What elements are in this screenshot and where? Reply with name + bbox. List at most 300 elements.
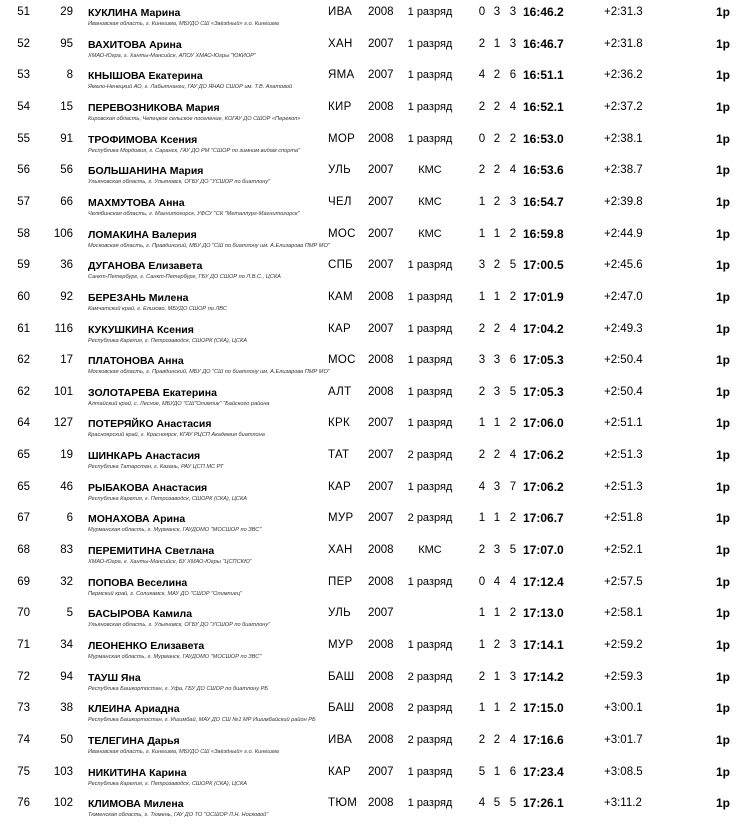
table-row xyxy=(0,728,750,760)
time-behind: +2:52.1 xyxy=(604,544,643,557)
time-behind: +2:49.3 xyxy=(604,322,643,335)
time-behind: +2:47.0 xyxy=(604,290,643,303)
rank-qualification: 1р xyxy=(716,5,731,19)
finish-time: 17:01.9 xyxy=(523,289,564,304)
penalty-total: 5 xyxy=(509,797,517,810)
athlete-name: БАСЫРОВА Камила xyxy=(88,608,193,621)
table-row xyxy=(0,475,750,507)
rank-qualification: 1р xyxy=(716,258,731,273)
rank-qualification: 1р xyxy=(716,321,731,336)
finish-time: 17:00.5 xyxy=(523,258,564,273)
finish-time: 16:54.7 xyxy=(523,194,564,209)
rank-cell: 72 xyxy=(17,670,30,683)
rank-qualification: 1р xyxy=(716,479,731,494)
organization: Кировская область, Чепецкое сельское поселение, КОГАУ ДО СШОР «Перекоп» xyxy=(88,115,301,122)
table-row xyxy=(0,570,750,602)
rank-cell: 71 xyxy=(17,639,30,651)
finish-time: 16:59.8 xyxy=(523,226,564,241)
penalty-total: 3 xyxy=(509,195,517,208)
penalty-prone: 4 xyxy=(478,797,486,810)
organization: Ивановская область, г. Кинешма, МБУДО СШ «Звёздный» г.о. Кинешма xyxy=(88,748,279,755)
rank-qualification: 1р xyxy=(716,543,731,558)
penalty-prone: 2 xyxy=(478,164,486,177)
penalty-total: 4 xyxy=(509,322,517,335)
sport-category: 1 разряд xyxy=(407,290,453,303)
time-behind: +2:57.5 xyxy=(604,575,643,588)
birth-year: 2008 xyxy=(368,544,394,557)
rank-cell: 56 xyxy=(17,164,30,177)
penalty-total: 5 xyxy=(509,385,517,398)
table-row xyxy=(0,506,750,538)
finish-time: 17:05.3 xyxy=(523,384,564,399)
birth-year: 2007 xyxy=(368,765,394,778)
sport-category: 1 разряд xyxy=(407,417,453,430)
rank-qualification: 1р xyxy=(716,36,731,51)
birth-year: 2007 xyxy=(368,227,394,240)
bib-cell: 29 xyxy=(60,6,73,18)
sport-category: 1 разряд xyxy=(407,37,453,50)
penalty-prone: 3 xyxy=(478,354,486,367)
organization: Ивановская область, г. Кинешма, МБУДО СШ «Звёздный» г.о. Кинешма xyxy=(88,21,279,27)
finish-time: 17:06.2 xyxy=(523,448,564,463)
organization: Мурманская область, г. Мурманск, ГАУДОМО "МОСШОР по ЗВС" xyxy=(88,527,262,534)
rank-cell: 57 xyxy=(17,195,30,208)
finish-time: 16:52.1 xyxy=(523,99,564,114)
athlete-name: ДУГАНОВА Елизавета xyxy=(88,260,203,273)
penalty-standing: 2 xyxy=(493,164,501,177)
athlete-name: ТЕЛЕГИНА Дарья xyxy=(88,734,180,747)
organization: Республика Мордовия, г. Саранск, ГАУ ДО РМ "СШОР по зимним видам спорта" xyxy=(88,147,301,154)
table-row xyxy=(0,696,750,728)
table-row xyxy=(0,95,750,127)
region-code: МОС xyxy=(328,227,356,240)
athlete-name: ТАУШ Яна xyxy=(88,671,141,684)
sport-category: 1 разряд xyxy=(407,259,453,272)
penalty-total: 2 xyxy=(509,607,517,620)
rank-qualification: 1р xyxy=(716,638,731,652)
penalty-prone: 2 xyxy=(478,385,486,398)
region-code: ЧЕЛ xyxy=(328,195,352,208)
finish-time: 16:46.2 xyxy=(523,5,564,19)
table-row xyxy=(0,791,750,823)
sport-category: 1 разряд xyxy=(407,6,453,18)
penalty-standing: 2 xyxy=(493,733,501,746)
rank-cell: 52 xyxy=(17,37,30,50)
birth-year: 2008 xyxy=(368,354,394,367)
bib-cell: 32 xyxy=(60,575,73,588)
sport-category: 2 разряд xyxy=(407,702,453,715)
rank-qualification: 1р xyxy=(716,289,731,304)
athlete-name: КНЫШОВА Екатерина xyxy=(88,70,203,83)
penalty-total: 2 xyxy=(509,290,517,303)
penalty-total: 2 xyxy=(509,702,517,715)
athlete-name: ПЛАТОНОВА Анна xyxy=(88,355,184,368)
athlete-name: ТРОФИМОВА Ксения xyxy=(88,133,198,146)
rank-qualification: 1р xyxy=(716,511,731,526)
penalty-standing: 2 xyxy=(493,132,501,145)
bib-cell: 36 xyxy=(60,259,73,272)
penalty-standing: 2 xyxy=(493,639,501,651)
region-code: КАМ xyxy=(328,290,353,303)
rank-qualification: 1р xyxy=(716,732,731,747)
region-code: ПЕР xyxy=(328,575,353,588)
finish-time: 17:13.0 xyxy=(523,606,564,621)
athlete-name: ВАХИТОВА Арина xyxy=(88,38,182,51)
time-behind: +3:00.1 xyxy=(604,702,643,715)
rank-cell: 51 xyxy=(17,6,30,18)
finish-time: 17:07.0 xyxy=(523,543,564,558)
bib-cell: 15 xyxy=(60,100,73,113)
rank-qualification: 1р xyxy=(716,574,731,589)
region-code: МУР xyxy=(328,639,354,651)
sport-category: 1 разряд xyxy=(407,797,453,810)
athlete-name: БЕРЕЗАНЬ Милена xyxy=(88,291,189,304)
bib-cell: 8 xyxy=(66,69,73,82)
rank-cell: 76 xyxy=(17,797,30,810)
penalty-total: 5 xyxy=(509,259,517,272)
region-code: УЛЬ xyxy=(328,164,351,177)
athlete-name: БОЛЬШАНИНА Мария xyxy=(88,165,204,178)
finish-time: 16:53.0 xyxy=(523,131,564,146)
region-code: СПБ xyxy=(328,259,354,272)
penalty-prone: 1 xyxy=(478,512,486,525)
region-code: КАР xyxy=(328,480,351,493)
penalty-prone: 3 xyxy=(478,259,486,272)
table-row xyxy=(0,222,750,254)
penalty-standing: 1 xyxy=(493,290,501,303)
finish-time: 16:46.7 xyxy=(523,36,564,51)
bib-cell: 46 xyxy=(60,480,73,493)
finish-time: 17:14.2 xyxy=(523,669,564,684)
time-behind: +2:58.1 xyxy=(604,607,643,620)
penalty-standing: 1 xyxy=(493,37,501,50)
birth-year: 2008 xyxy=(368,733,394,746)
penalty-prone: 5 xyxy=(478,765,486,778)
sport-category: 1 разряд xyxy=(407,575,453,588)
athlete-name: ЛОМАКИНА Валерия xyxy=(88,228,197,241)
organization: Республика Башкортостан, г. Уфа, ГБУ ДО СШОР по биатлону РБ xyxy=(88,685,268,692)
sport-category: 1 разряд xyxy=(407,132,453,145)
time-behind: +2:51.3 xyxy=(604,480,643,493)
birth-year: 2007 xyxy=(368,607,394,620)
rank-qualification: 1р xyxy=(716,606,731,621)
penalty-standing: 1 xyxy=(493,670,501,683)
sport-category: 1 разряд xyxy=(407,639,453,651)
region-code: АЛТ xyxy=(328,385,352,398)
athlete-name: МАХМУТОВА Анна xyxy=(88,196,185,209)
time-behind: +2:51.3 xyxy=(604,449,643,462)
time-behind: +2:50.4 xyxy=(604,385,643,398)
region-code: УЛЬ xyxy=(328,607,351,620)
bib-cell: 116 xyxy=(54,322,73,335)
time-behind: +2:45.6 xyxy=(604,259,643,272)
table-row xyxy=(0,411,750,443)
penalty-prone: 1 xyxy=(478,702,486,715)
athlete-name: ПЕРЕВОЗНИКОВА Мария xyxy=(88,101,220,114)
birth-year: 2007 xyxy=(368,449,394,462)
bib-cell: 103 xyxy=(53,765,73,778)
bib-cell: 91 xyxy=(60,132,73,145)
time-behind: +2:59.2 xyxy=(604,639,643,651)
rank-qualification: 1р xyxy=(716,701,731,716)
penalty-standing: 5 xyxy=(493,797,501,810)
penalty-standing: 1 xyxy=(493,702,501,715)
time-behind: +2:37.2 xyxy=(604,100,643,113)
table-row xyxy=(0,665,750,697)
birth-year: 2008 xyxy=(368,6,394,18)
birth-year: 2007 xyxy=(368,195,394,208)
rank-cell: 59 xyxy=(17,259,30,272)
bib-cell: 92 xyxy=(60,290,73,303)
penalty-prone: 1 xyxy=(478,290,486,303)
bib-cell: 66 xyxy=(60,195,73,208)
time-behind: +2:50.4 xyxy=(604,354,643,367)
organization: Санкт-Петербург, г. Санкт-Петербург, ГБУ ДО СШОР по Л.В.С., ЦСКА xyxy=(88,274,281,281)
penalty-total: 3 xyxy=(509,639,517,651)
bib-cell: 6 xyxy=(66,512,73,525)
penalty-total: 7 xyxy=(509,480,517,493)
penalty-standing: 3 xyxy=(493,480,501,493)
organization: Московская область, г. Правдинский, МБУ ДО "СШ по биатлону им. А.Елизарова ПМР МО" xyxy=(88,369,330,376)
region-code: БАШ xyxy=(328,702,355,715)
time-behind: +3:01.7 xyxy=(604,733,643,746)
penalty-total: 6 xyxy=(509,69,517,82)
rank-qualification: 1р xyxy=(716,353,731,368)
time-behind: +2:38.1 xyxy=(604,132,643,145)
table-row xyxy=(0,0,750,32)
penalty-prone: 0 xyxy=(478,6,486,18)
sport-category: 1 разряд xyxy=(407,354,453,367)
organization: Красноярский край, г. Красноярск, КГАУ РЦСП Академия биатлона xyxy=(88,432,265,439)
penalty-prone: 1 xyxy=(478,639,486,651)
rank-cell: 60 xyxy=(17,290,30,303)
penalty-prone: 2 xyxy=(478,733,486,746)
rank-cell: 70 xyxy=(17,607,30,620)
region-code: ТАТ xyxy=(328,449,350,462)
birth-year: 2007 xyxy=(368,322,394,335)
rank-cell: 68 xyxy=(17,544,30,557)
birth-year: 2007 xyxy=(368,417,394,430)
birth-year: 2007 xyxy=(368,259,394,272)
sport-category: 1 разряд xyxy=(407,100,453,113)
rank-qualification: 1р xyxy=(716,796,731,811)
birth-year: 2008 xyxy=(368,797,394,810)
organization: Республика Карелия, г. Петрозаводск, СШОРК (СКА), ЦСКА xyxy=(88,495,247,502)
sport-category: 1 разряд xyxy=(407,385,453,398)
penalty-prone: 2 xyxy=(478,100,486,113)
finish-time: 17:06.0 xyxy=(523,416,564,431)
penalty-total: 3 xyxy=(509,37,517,50)
penalty-standing: 4 xyxy=(493,575,501,588)
region-code: ХАН xyxy=(328,37,353,50)
penalty-prone: 0 xyxy=(478,575,486,588)
penalty-total: 4 xyxy=(509,575,517,588)
organization: Московская область, г. Правдинский, МБУ ДО "СШ по биатлону им. А.Елизарова ПМР МО" xyxy=(88,242,330,249)
bib-cell: 83 xyxy=(60,544,73,557)
region-code: ЯМА xyxy=(328,69,355,82)
rank-qualification: 1р xyxy=(716,99,731,114)
penalty-standing: 1 xyxy=(493,765,501,778)
sport-category: КМС xyxy=(418,227,442,240)
time-behind: +2:51.8 xyxy=(604,512,643,525)
penalty-total: 5 xyxy=(509,544,517,557)
organization: ХМАО-Югра, г. Ханты-Мансийск, АПОУ ХМАО-Югры "ЮКИОР" xyxy=(88,52,256,59)
penalty-prone: 2 xyxy=(478,322,486,335)
sport-category: КМС xyxy=(418,544,442,557)
penalty-standing: 1 xyxy=(493,512,501,525)
penalty-prone: 1 xyxy=(478,607,486,620)
rank-cell: 61 xyxy=(17,322,30,335)
penalty-standing: 1 xyxy=(493,227,501,240)
table-row xyxy=(0,253,750,285)
rank-cell: 62 xyxy=(17,385,30,398)
time-behind: +3:11.2 xyxy=(604,797,642,810)
bib-cell: 56 xyxy=(60,164,73,177)
birth-year: 2007 xyxy=(368,37,394,50)
time-behind: +2:44.9 xyxy=(604,227,643,240)
organization: Ямало-Ненецкий АО, г. Лабытнанги, ГАУ ДО ЯНАО СШОР им. Т.В. Ахатовой xyxy=(88,84,293,91)
bib-cell: 34 xyxy=(60,639,73,651)
penalty-total: 4 xyxy=(509,164,517,177)
birth-year: 2007 xyxy=(368,69,394,82)
region-code: МУР xyxy=(328,512,354,525)
finish-time: 17:06.2 xyxy=(523,479,564,494)
time-behind: +2:38.7 xyxy=(604,164,643,177)
penalty-standing: 3 xyxy=(493,544,501,557)
athlete-name: КЛИМОВА Милена xyxy=(88,798,184,811)
rank-cell: 53 xyxy=(17,69,30,82)
table-row xyxy=(0,348,750,380)
rank-cell: 67 xyxy=(17,512,30,525)
rank-cell: 74 xyxy=(17,733,30,746)
table-row xyxy=(0,32,750,64)
birth-year: 2008 xyxy=(368,290,394,303)
penalty-standing: 3 xyxy=(493,354,501,367)
athlete-name: РЫБАКОВА Анастасия xyxy=(88,481,208,494)
time-behind: +2:36.2 xyxy=(604,69,643,82)
finish-time: 17:12.4 xyxy=(523,574,564,589)
finish-time: 17:23.4 xyxy=(523,764,564,779)
penalty-standing: 2 xyxy=(493,100,501,113)
rank-cell: 62 xyxy=(17,354,30,367)
sport-category: 1 разряд xyxy=(407,480,453,493)
organization: Республика Башкортостан, г. Ишимбай, МАУ ДО СШ №1 МР Ишимбайский район РБ xyxy=(88,717,316,724)
organization: Ульяновская область, г. Ульяновск, ОГБУ ДО "УСШОР по биатлону" xyxy=(88,179,271,186)
penalty-total: 6 xyxy=(509,765,517,778)
bib-cell: 127 xyxy=(53,417,73,430)
athlete-name: КУКЛИНА Марина xyxy=(88,7,181,19)
penalty-total: 6 xyxy=(509,354,517,367)
birth-year: 2008 xyxy=(368,385,394,398)
penalty-standing: 2 xyxy=(493,195,501,208)
region-code: ИВА xyxy=(328,733,353,746)
sport-category: КМС xyxy=(418,164,442,177)
birth-year: 2007 xyxy=(368,164,394,177)
finish-time: 16:51.1 xyxy=(523,68,564,83)
penalty-prone: 2 xyxy=(478,544,486,557)
table-row xyxy=(0,443,750,475)
rank-qualification: 1р xyxy=(716,669,731,684)
athlete-name: ПОТЕРЯЙКО Анастасия xyxy=(88,418,212,431)
table-row xyxy=(0,538,750,570)
region-code: КАР xyxy=(328,765,351,778)
birth-year: 2007 xyxy=(368,512,394,525)
penalty-prone: 4 xyxy=(478,480,486,493)
rank-qualification: 1р xyxy=(716,448,731,463)
region-code: ИВА xyxy=(328,6,353,18)
sport-category: 2 разряд xyxy=(407,733,453,746)
rank-qualification: 1р xyxy=(716,163,731,178)
penalty-standing: 2 xyxy=(493,259,501,272)
organization: Республика Карелия, г. Петрозаводск, СШОРК (СКА), ЦСКА xyxy=(88,780,247,787)
penalty-total: 3 xyxy=(509,6,517,18)
table-row xyxy=(0,601,750,633)
penalty-total: 2 xyxy=(509,417,517,430)
athlete-name: МОНАХОВА Арина xyxy=(88,513,186,526)
penalty-standing: 2 xyxy=(493,322,501,335)
sport-category: 1 разряд xyxy=(407,765,453,778)
penalty-standing: 2 xyxy=(493,69,501,82)
penalty-standing: 1 xyxy=(493,417,501,430)
sport-category: КМС xyxy=(418,195,442,208)
rank-cell: 73 xyxy=(17,702,30,715)
rank-qualification: 1р xyxy=(716,226,731,241)
rank-qualification: 1р xyxy=(716,764,731,779)
penalty-standing: 2 xyxy=(493,449,501,462)
rank-cell: 65 xyxy=(17,480,30,493)
rank-cell: 69 xyxy=(17,575,30,588)
organization: Ульяновская область, г. Ульяновск, ОГБУ ДО "УСШОР по биатлону" xyxy=(88,622,271,629)
penalty-prone: 4 xyxy=(478,69,486,82)
penalty-prone: 1 xyxy=(478,195,486,208)
organization: Пермский край, г. Соликамск, МАУ ДО "СШОР "Олимпиец" xyxy=(88,590,243,597)
region-code: ТЮМ xyxy=(328,797,358,810)
penalty-standing: 3 xyxy=(493,385,501,398)
penalty-total: 2 xyxy=(509,227,517,240)
birth-year: 2007 xyxy=(368,480,394,493)
sport-category: 2 разряд xyxy=(407,512,453,525)
athlete-name: ПОПОВА Веселина xyxy=(88,576,188,589)
penalty-total: 4 xyxy=(509,100,517,113)
rank-cell: 58 xyxy=(17,227,30,240)
bib-cell: 101 xyxy=(53,385,73,398)
region-code: БАШ xyxy=(328,670,355,683)
birth-year: 2008 xyxy=(368,100,394,113)
organization: Челябинская область, г. Магнитогорск, УФСУ "СК "Металлург-Магнитогорск" xyxy=(88,210,300,217)
sport-category: 2 разряд xyxy=(407,449,453,462)
penalty-prone: 2 xyxy=(478,37,486,50)
penalty-total: 3 xyxy=(509,670,517,683)
rank-qualification: 1р xyxy=(716,131,731,146)
rank-cell: 54 xyxy=(17,100,30,113)
bib-cell: 50 xyxy=(60,733,73,746)
time-behind: +2:39.8 xyxy=(604,195,643,208)
athlete-name: НИКИТИНА Карина xyxy=(88,766,187,779)
penalty-standing: 3 xyxy=(493,6,501,18)
region-code: МОС xyxy=(328,354,356,367)
penalty-prone: 2 xyxy=(478,449,486,462)
table-row xyxy=(0,190,750,222)
bib-cell: 5 xyxy=(66,607,73,620)
penalty-prone: 1 xyxy=(478,417,486,430)
rank-qualification: 1р xyxy=(716,68,731,83)
athlete-name: ШИНКАРЬ Анастасия xyxy=(88,450,201,463)
sport-category: 2 разряд xyxy=(407,670,453,683)
penalty-total: 4 xyxy=(509,449,517,462)
region-code: КРК xyxy=(328,417,350,430)
finish-time: 16:53.6 xyxy=(523,163,564,178)
table-row xyxy=(0,633,750,665)
